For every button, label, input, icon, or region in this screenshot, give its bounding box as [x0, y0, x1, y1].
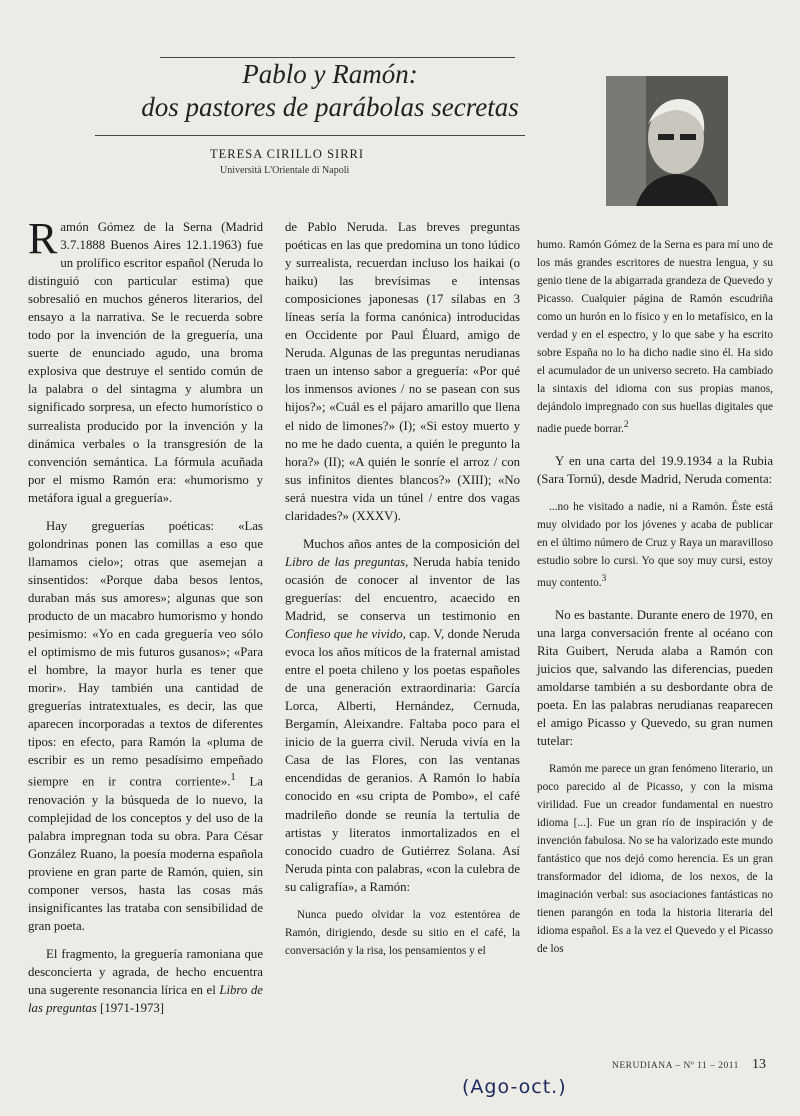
footnote-mark: 3 — [601, 573, 607, 584]
paragraph: El fragmento, la greguería ramoniana que desconcierta y agrada, de hecho encuentra una sugerente resonancia lírica en el Libro de las preguntas [1971-1973] — [28, 947, 263, 1016]
article-title — [120, 58, 540, 124]
drop-cap: R — [28, 214, 58, 263]
journal-footer: NERUDIANA – Nº 11 – 2011 — [612, 1061, 739, 1071]
paragraph: Ramón Gómez de la Serna (Madrid 3.7.1888 Buenos Aires 12.1.1963) fue un prolífico escritor español (Neruda lo distinguió con particular estima) que sobresalió en muchos géneros literarios, del ensayo a la narrativa. Se le recuerda sobre todo por la invención de la greguería, una suerte de enunciado agudo, una broma explosiva que destruye el sentido común de la palabra o del sintagma y alumbra un significado sorpresa, un efecto humorístico o surrealista producido por la invención y la dinámica verbales o la transgresión de la convención semántica. La fórmula acuñada por el mismo Ramón era: «humorismo y metáfora igual a greguería». — [28, 214, 263, 505]
title-rule-bottom — [95, 135, 525, 136]
block-quote: Ramón me parece un gran fenómeno literario, un poco parecido al de Picasso, y con la misma virilidad. Fue un creador fundamental en nuestro idioma [...]. Fue un gran río de inspiración y de invención fabulosa. No se ha valorizado este mundo fantástico que nos dejó como herencia. Es un gran transformador del idioma, de los nexos, de la imaginación verbal: sus asociaciones fantásticas no tienen parangón en toda la historia literaria del idioma español. Es a la vez el Quevedo y el Picasso de los — [537, 763, 773, 955]
author-photo — [606, 76, 728, 206]
footnote-mark: 2 — [623, 420, 629, 430]
column-3 — [537, 236, 773, 972]
paragraph: Hay greguerías poéticas: «Las golondrinas ponen las comillas a eso que llamamos cielo»; otras que asemejan a sinsentidos: «Porque daba besos lentos, duraban más sus amores»; algunas que son producto de un macabro humorismo y hondo pesimismo: «Yo en cada greguería veo sólo el optimismo de mis futuros gusanos»; «Para el hombre, la mayor hurla es tener que morir». Hay también una cantidad de greguerías intratextuales, es decir, las que aparecen incorporadas a textos de diferentes tipos: en efecto, para Ramón la «pluma de escribir es un remo pesadísimo empeñado siempre en ir contra corriente».$^1$ La renovación y la búsqueda de lo nuevo, la complejidad de los conceptos y del uso de la palabra impregnan toda su obra. Para César González Ruano, la poesía moderna española proviene en gran parte de Ramón, quien, sin componer versos, hasta las cosas más insignificantes las trataba con sensibilidad de gran poeta. — [28, 518, 263, 934]
paragraph: No es bastante. Durante enero de 1970, en una larga conversación frente al océano con Rita Guibert, Neruda alaba a Ramón con juicios que, salvando las diferencias, pueden amoldarse también a su desbordante obra de poeta. En las palabras nerudianas reaparecen el amigo Picasso y Quevedo, su gran numen tutelar: — [537, 607, 773, 748]
paragraph: Y en una carta del 19.9.1934 a la Rubia (Sara Tornú), desde Madrid, Neruda comenta: — [537, 453, 773, 486]
title-line-1: Pablo y Ramón: — [242, 59, 418, 89]
block-quote: ...no he visitado a nadie, ni a Ramón. Éste está muy olvidado por los jóvenes y acaba de publicar en el último número de Cruz y Raya un maravilloso estudio sobre lo cursi. Yo que soy muy cursi, estoy muy contento.$^3$ — [537, 500, 773, 589]
handwritten-note: (Ago-oct.) — [462, 1076, 567, 1098]
page-number: 13 — [752, 1057, 766, 1072]
column-1 — [28, 214, 263, 1027]
paragraph: de Pablo Neruda. Las breves preguntas poéticas en las que predomina un tono lúdico y surrealista, recuerdan incluso los haikai (o haiku) las brevísimas e intensas composiciones japonesas (17 sílabas en 3 líneas sería la forma canónica) introducidas en Occidente por Paul Éluard, amigo de Neruda. Algunas de las preguntas nerudianas traen un intenso sabor a greguería: «Por qué los inmensos aviones / no se pasean con sus hijos?»; «Cuál es el pájaro amarillo que llena el nido de limones?» (I); «Si estoy muerto y no me he dado cuenta, a quién le pregunto la hora?» (II); «A quién le sonríe el arroz / con sus infinitos dientes blancos?» (XIII); «No será nuestra vida un túnel / entre dos vagas claridades?» (XXXV). — [285, 220, 520, 523]
footnote-mark: 1 — [230, 772, 236, 784]
paragraph: Muchos años antes de la composición del Libro de las preguntas, Neruda había tenido ocasión de conocer al inventor de las greguerías: del encuentro, acaecido en Madrid, se conserva un testimonio en Confieso que he vivido, cap. V, donde Neruda evoca los años míticos de la fraternal amistad entre el poeta chileno y los poetas españoles de una generación extraordinaria: García Lorca, Alberti, Hernández, Cernuda, Bergamín, Aleixandre. Faltaba poco para el inicio de la guerra civil. Neruda vivía en la Casa de las Flores, con las ventanas encendidas de geranios. A Ramón lo había conocido en «su cripta de Pombo», el café madrileño donde se reunía la tertulia de artistas y literatos inmortalizados en el conocido cuadro de Gutiérrez Solana. Así Neruda pinta con palabras, «con la culebra de su caligrafía», a Ramón: — [285, 536, 521, 894]
author-name: TERESA CIRILLO SIRRI — [210, 147, 365, 161]
author-affiliation: Università L'Orientale di Napoli — [220, 165, 350, 176]
block-quote: humo. Ramón Gómez de la Serna es para mí uno de los más grandes escritores de nuestra lengua, y su genio tiene de la abigarrada grandeza de Quevedo y Picasso. Cualquier página de Ramón escudriña como un hurón en lo físico y en lo metafísico, en la verdad y en el espectro, y lo que sabe y ha escrito sobre España no lo ha dicho nadie sino él. Ha sido el acumulador de un universo secreto. Ha cambiado la sintaxis del idioma con sus propias manos, dejándolo impregnado con sus huellas digitales que nadie puede borrar.$^2$ — [537, 239, 773, 435]
block-quote: Nunca puedo olvidar la voz estentórea de Ramón, dirigiendo, desde su sitio en el café, la conversación y la risa, los pensamientos y el — [285, 908, 520, 957]
title-line-2: dos pastores de parábolas secretas — [141, 92, 519, 122]
column-2 — [285, 218, 520, 974]
